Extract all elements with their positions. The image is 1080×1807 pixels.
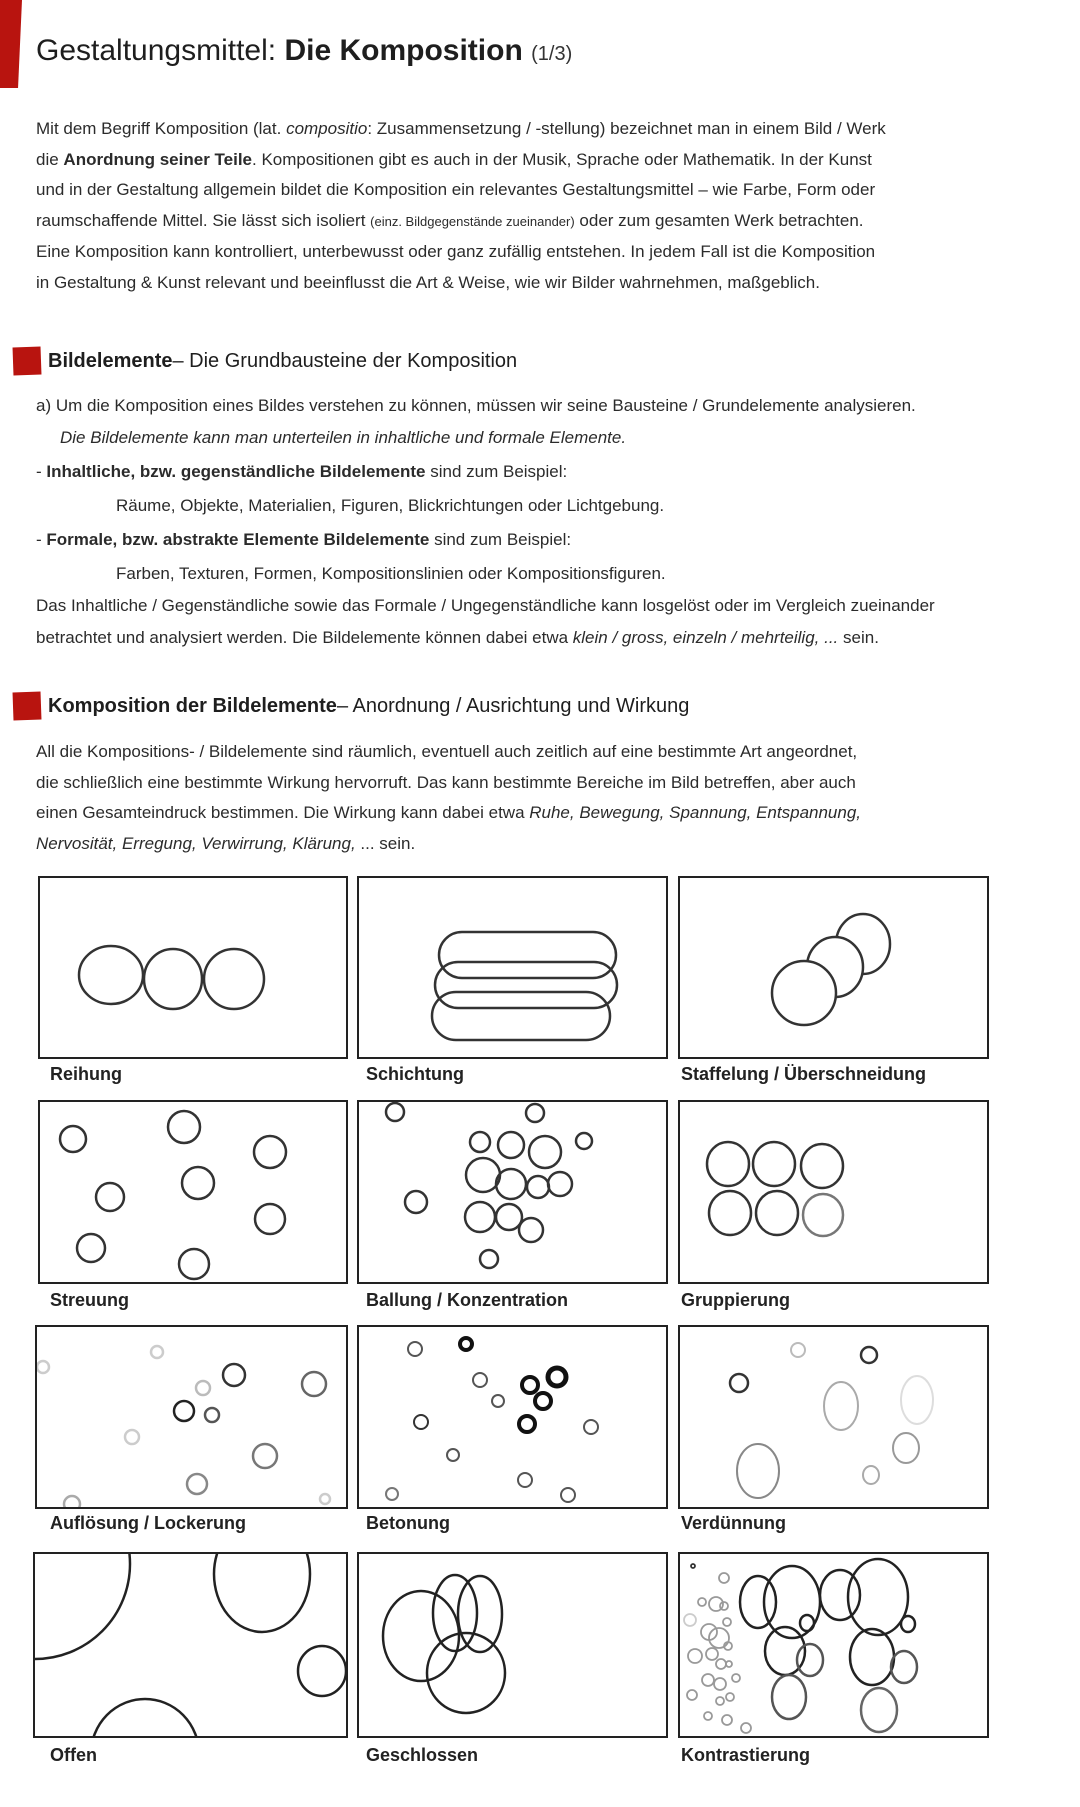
figure-staffelung <box>678 876 989 1059</box>
thinning-circles-icon <box>680 1327 989 1509</box>
figure-label: Streuung <box>50 1290 129 1310</box>
title-bold: Die Komposition <box>284 34 523 67</box>
page-title <box>36 34 572 68</box>
figure-label: Ballung / Konzentration <box>366 1290 568 1310</box>
figure-label: Schichtung <box>366 1064 464 1084</box>
figure-streuung <box>38 1100 348 1284</box>
figure-gruppierung <box>678 1100 989 1284</box>
intro-paragraph: Mit dem Begriff Komposition (lat. compositio: Zusammensetzung / -stellung) bezeichnet man in einem Bild / Werk die Anordnung seiner Teile. Kompositionen gibt es auch in der Musik, Sprache oder Mathematik. In der Kunst und in der Gestaltung allgemein bildet die Komposition ein relevantes Gestaltungsmittel – wie Farbe, Form oder raumschaffende Mittel. Sie lässt sich isoliert (einz. Bildgegenstände zueinander) oder zum gesamten Werk betrachten. Eine Komposition kann kontrolliert, unterbewusst oder ganz zufällig entstehen. In jedem Fall ist die Komposition in Gestaltung & Kunst relevant und beeinflusst die Art & Weise, wie wir Bilder wahrnehmen, maßgeblich. <box>36 119 886 292</box>
page-indicator: (1/3) <box>531 43 573 65</box>
title-prefix: Gestaltungsmittel: <box>36 34 285 67</box>
figure-label: Staffelung / Überschneidung <box>681 1064 927 1084</box>
bildelemente-body: a) Um die Komposition eines Bildes verstehen zu können, müssen wir seine Bausteine / Grundelemente analysieren. Die Bildelemente kann man unterteilen in inhaltliche und formale Elemente. - Inhaltliche, bzw. gegenständliche Bildelemente sind zum Beispiel: Räume, Objekte, Materialien, Figuren, Blickrichtungen oder Lichtgebung. - Formale, bzw. abstrakte Elemente Bildelemente sind zum Beispiel: Farben, Texturen, Formen, Kompositionslinien oder Kompositionsfiguren. Das Inhaltliche / Gegenständliche sowie das Formale / Ungegenständliche kann losgelöst oder im Vergleich zueinander betrachtet und analysiert werden. Die Bildelemente können dabei etwa klein / gross, einzeln / mehrteilig, ... sein. <box>36 396 935 647</box>
figure-geschlossen <box>357 1552 668 1738</box>
figure-aufloesung <box>35 1325 348 1509</box>
komposition-body: All die Kompositions- / Bildelemente sind räumlich, eventuell auch zeitlich auf eine bestimmte Art angeordnet, die schließlich eine bestimmte Wirkung hervorruft. Das kann bestimmte Bereiche im Bild betreffen, aber auch einen Gesamteindruck bestimmen. Die Wirkung kann dabei etwa Ruhe, Bewegung, Spannung, Entspannung, Nervosität, Erregung, Verwirrung, Klärung, ... sein. <box>36 742 862 853</box>
figure-kontrastierung <box>678 1552 989 1738</box>
figure-label: Gruppierung <box>681 1290 790 1310</box>
red-square-bullet <box>13 692 42 721</box>
emphasized-circles-icon <box>359 1327 668 1509</box>
closed-circles-icon <box>359 1554 668 1738</box>
figure-label: Reihung <box>50 1064 122 1084</box>
corner-accent-bar <box>0 0 22 88</box>
figure-label: Betonung <box>366 1513 450 1533</box>
dissolving-circles-icon <box>37 1327 348 1509</box>
open-circles-icon <box>35 1554 348 1738</box>
figure-betonung <box>357 1325 668 1509</box>
scattered-circles-icon <box>40 1102 348 1284</box>
figure-label: Auflösung / Lockerung <box>50 1513 246 1533</box>
figure-offen <box>33 1552 348 1738</box>
contrasting-circles-icon <box>680 1554 989 1738</box>
overlapping-circles-icon <box>680 878 989 1059</box>
circles-row-icon <box>40 878 348 1059</box>
figure-ballung <box>357 1100 668 1284</box>
stacked-layers-icon <box>359 878 668 1059</box>
red-square-bullet <box>13 347 42 376</box>
section-heading-bildelemente: Bildelemente – Die Grundbausteine der Komposition <box>13 347 517 375</box>
clustered-circles-icon <box>359 1102 668 1284</box>
figure-schichtung <box>357 876 668 1059</box>
figure-label: Verdünnung <box>681 1513 786 1533</box>
figure-verduennung <box>678 1325 989 1509</box>
grouped-circles-icon <box>680 1102 989 1284</box>
figure-label: Geschlossen <box>366 1745 479 1765</box>
figure-label: Kontrastierung <box>681 1745 811 1765</box>
figure-label: Offen <box>50 1745 97 1765</box>
figure-reihung <box>38 876 348 1059</box>
section-heading-komposition: Komposition der Bildelemente – Anordnung / Ausrichtung und Wirkung <box>13 692 689 720</box>
